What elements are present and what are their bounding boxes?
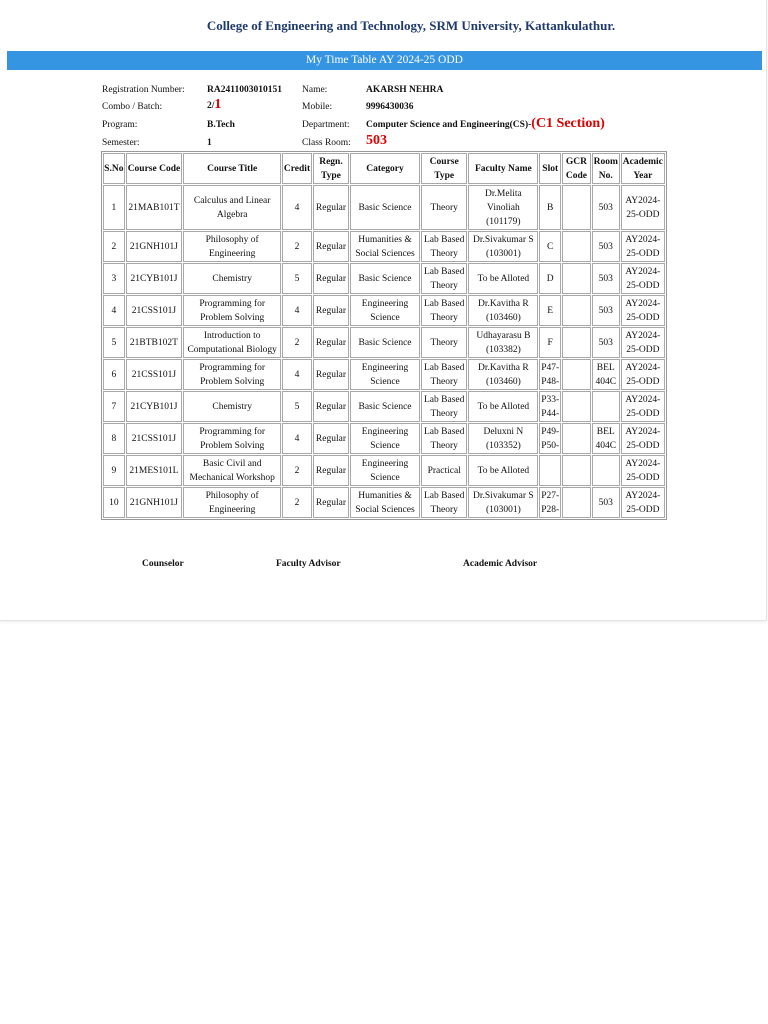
cell-faculty-name: Dr.Sivakumar S (103001): [468, 487, 538, 518]
cell-credit: 2: [282, 327, 312, 358]
cell-gcr-code: [562, 295, 591, 326]
classroom-label: Class Room:: [302, 138, 351, 148]
cell-faculty-name: Dr.Kavitha R (103460): [468, 295, 538, 326]
cell-academic-year: AY2024-25-ODD: [621, 263, 665, 294]
cell-course-type: Lab Based Theory: [421, 391, 467, 422]
faculty-advisor-signature: Faculty Advisor: [276, 559, 341, 569]
cell-sno: 10: [103, 487, 125, 518]
cell-room-no: [592, 391, 620, 422]
cell-room-no: 503: [592, 263, 620, 294]
cell-credit: 4: [282, 185, 312, 230]
table-row: [103, 263, 665, 294]
cell-category: Basic Science: [350, 185, 420, 230]
combo-batch-value: [207, 97, 221, 114]
cell-room-no: [592, 455, 620, 486]
cell-room-no: BEL 404C: [592, 423, 620, 454]
cell-regn-type: Regular: [313, 231, 349, 262]
cell-course-code: 21CYB101J: [126, 391, 183, 422]
cell-course-title: Basic Civil and Mechanical Workshop: [183, 455, 281, 486]
program-value: B.Tech: [207, 120, 235, 130]
cell-course-code: 21GNH101J: [126, 231, 183, 262]
timetable-table: [101, 151, 667, 520]
cell-academic-year: AY2024-25-ODD: [621, 423, 665, 454]
cell-faculty-name: To be Alloted: [468, 263, 538, 294]
cell-room-no: 503: [592, 231, 620, 262]
cell-course-title: Philosophy of Engineering: [183, 231, 281, 262]
cell-regn-type: Regular: [313, 487, 349, 518]
cell-course-type: Lab Based Theory: [421, 263, 467, 294]
cell-credit: 2: [282, 487, 312, 518]
cell-slot: P33-P44-: [539, 391, 561, 422]
cell-academic-year: AY2024-25-ODD: [621, 359, 665, 390]
cell-gcr-code: [562, 231, 591, 262]
cell-gcr-code: [562, 359, 591, 390]
table-row: [103, 423, 665, 454]
cell-course-title: Philosophy of Engineering: [183, 487, 281, 518]
cell-slot: P27-P28-: [539, 487, 561, 518]
cell-category: Engineering Science: [350, 359, 420, 390]
table-row: [103, 185, 665, 230]
header-faculty-name: Faculty Name: [468, 153, 538, 184]
cell-category: Basic Science: [350, 263, 420, 294]
cell-course-type: Lab Based Theory: [421, 487, 467, 518]
cell-slot: F: [539, 327, 561, 358]
header-academic-year: Academic Year: [621, 153, 665, 184]
cell-gcr-code: [562, 423, 591, 454]
cell-regn-type: Regular: [313, 263, 349, 294]
program-label: Program:: [102, 120, 138, 130]
cell-faculty-name: To be Alloted: [468, 391, 538, 422]
cell-faculty-name: Dr.Sivakumar S (103001): [468, 231, 538, 262]
cell-sno: 3: [103, 263, 125, 294]
table-row: [103, 327, 665, 358]
table-row: [103, 295, 665, 326]
cell-room-no: 503: [592, 487, 620, 518]
cell-course-code: 21MES101L: [126, 455, 183, 486]
header-slot: Slot: [539, 153, 561, 184]
cell-sno: 5: [103, 327, 125, 358]
cell-category: Engineering Science: [350, 423, 420, 454]
cell-faculty-name: Deluxni N (103352): [468, 423, 538, 454]
cell-category: Humanities & Social Sciences: [350, 487, 420, 518]
cell-faculty-name: Dr.Melita Vinoliah (101179): [468, 185, 538, 230]
cell-room-no: 503: [592, 295, 620, 326]
cell-gcr-code: [562, 487, 591, 518]
cell-course-title: Programming for Problem Solving: [183, 359, 281, 390]
cell-course-code: 21MAB101T: [126, 185, 183, 230]
cell-course-code: 21CSS101J: [126, 295, 183, 326]
cell-course-title: Introduction to Computational Biology: [183, 327, 281, 358]
cell-credit: 2: [282, 231, 312, 262]
cell-course-type: Practical: [421, 455, 467, 486]
table-row: [103, 391, 665, 422]
classroom-value: 503: [366, 133, 387, 148]
counselor-signature: Counselor: [142, 559, 184, 569]
mobile-value: 9996430036: [366, 102, 414, 112]
cell-credit: 5: [282, 263, 312, 294]
header-gcr-code: GCR Code: [562, 153, 591, 184]
header-course-type: Course Type: [421, 153, 467, 184]
cell-regn-type: Regular: [313, 423, 349, 454]
cell-sno: 8: [103, 423, 125, 454]
name-value: AKARSH NEHRA: [366, 85, 444, 95]
header-category: Category: [350, 153, 420, 184]
cell-category: Basic Science: [350, 391, 420, 422]
cell-slot: C: [539, 231, 561, 262]
cell-academic-year: AY2024-25-ODD: [621, 487, 665, 518]
combo-value: 2/: [207, 101, 215, 111]
cell-sno: 1: [103, 185, 125, 230]
department-value: [366, 116, 605, 133]
cell-course-code: 21CSS101J: [126, 359, 183, 390]
cell-academic-year: AY2024-25-ODD: [621, 327, 665, 358]
header-course-title: Course Title: [183, 153, 281, 184]
cell-academic-year: AY2024-25-ODD: [621, 295, 665, 326]
cell-regn-type: Regular: [313, 359, 349, 390]
batch-value: 1: [214, 97, 222, 112]
reg-number-label: Registration Number:: [102, 85, 185, 95]
cell-credit: 4: [282, 359, 312, 390]
cell-faculty-name: To be Alloted: [468, 455, 538, 486]
combo-batch-label: Combo / Batch:: [102, 102, 163, 112]
cell-course-title: Chemistry: [183, 263, 281, 294]
mobile-label: Mobile:: [302, 102, 333, 112]
cell-course-type: Lab Based Theory: [421, 295, 467, 326]
cell-regn-type: Regular: [313, 327, 349, 358]
cell-room-no: BEL 404C: [592, 359, 620, 390]
reg-number-value: RA2411003010151: [207, 85, 282, 95]
cell-faculty-name: Dr.Kavitha R (103460): [468, 359, 538, 390]
cell-slot: [539, 455, 561, 486]
college-name: College of Engineering and Technology, SRM University, Kattankulathur.: [206, 18, 616, 33]
cell-gcr-code: [562, 455, 591, 486]
header-credit: Credit: [282, 153, 312, 184]
cell-course-type: Lab Based Theory: [421, 231, 467, 262]
cell-course-type: Theory: [421, 327, 467, 358]
header-room-no: Room No.: [592, 153, 620, 184]
cell-academic-year: AY2024-25-ODD: [621, 231, 665, 262]
cell-course-type: Lab Based Theory: [421, 359, 467, 390]
cell-regn-type: Regular: [313, 391, 349, 422]
cell-academic-year: AY2024-25-ODD: [621, 455, 665, 486]
academic-advisor-signature: Academic Advisor: [463, 559, 538, 569]
cell-gcr-code: [562, 391, 591, 422]
cell-gcr-code: [562, 263, 591, 294]
cell-course-title: Calculus and Linear Algebra: [183, 185, 281, 230]
cell-sno: 4: [103, 295, 125, 326]
cell-regn-type: Regular: [313, 185, 349, 230]
cell-slot: D: [539, 263, 561, 294]
table-header-row: [103, 153, 665, 184]
timetable-body: [103, 185, 665, 518]
timetable-title-bar: My Time Table AY 2024-25 ODD: [7, 51, 762, 70]
cell-room-no: 503: [592, 185, 620, 230]
cell-credit: 4: [282, 295, 312, 326]
cell-sno: 7: [103, 391, 125, 422]
department-name: Computer Science and Engineering(CS)-: [366, 120, 532, 130]
cell-category: Engineering Science: [350, 295, 420, 326]
cell-slot: B: [539, 185, 561, 230]
cell-course-code: 21BTB102T: [126, 327, 183, 358]
cell-room-no: 503: [592, 327, 620, 358]
header-sno: S.No: [103, 153, 125, 184]
cell-category: Humanities & Social Sciences: [350, 231, 420, 262]
cell-academic-year: AY2024-25-ODD: [621, 391, 665, 422]
cell-category: Basic Science: [350, 327, 420, 358]
cell-course-title: Programming for Problem Solving: [183, 295, 281, 326]
name-label: Name:: [302, 85, 328, 95]
cell-slot: P47-P48-: [539, 359, 561, 390]
cell-course-title: Chemistry: [183, 391, 281, 422]
cell-slot: E: [539, 295, 561, 326]
cell-course-title: Programming for Problem Solving: [183, 423, 281, 454]
cell-sno: 9: [103, 455, 125, 486]
cell-regn-type: Regular: [313, 295, 349, 326]
cell-course-code: 21GNH101J: [126, 487, 183, 518]
cell-credit: 5: [282, 391, 312, 422]
cell-sno: 2: [103, 231, 125, 262]
cell-gcr-code: [562, 327, 591, 358]
semester-label: Semester:: [102, 138, 140, 148]
table-row: [103, 359, 665, 390]
header-course-code: Course Code: [126, 153, 183, 184]
cell-faculty-name: Udhayarasu B (103382): [468, 327, 538, 358]
cell-slot: P49-P50-: [539, 423, 561, 454]
cell-sno: 6: [103, 359, 125, 390]
cell-gcr-code: [562, 185, 591, 230]
cell-academic-year: AY2024-25-ODD: [621, 185, 665, 230]
semester-value: 1: [207, 138, 212, 148]
table-row: [103, 487, 665, 518]
cell-course-type: Theory: [421, 185, 467, 230]
cell-course-code: 21CSS101J: [126, 423, 183, 454]
department-label: Department:: [302, 120, 350, 130]
header-regn-type: Regn. Type: [313, 153, 349, 184]
table-row: [103, 455, 665, 486]
cell-regn-type: Regular: [313, 455, 349, 486]
cell-credit: 2: [282, 455, 312, 486]
section-badge: (C1 Section): [531, 116, 605, 131]
table-row: [103, 231, 665, 262]
cell-category: Engineering Science: [350, 455, 420, 486]
cell-course-code: 21CYB101J: [126, 263, 183, 294]
cell-credit: 4: [282, 423, 312, 454]
cell-course-type: Lab Based Theory: [421, 423, 467, 454]
